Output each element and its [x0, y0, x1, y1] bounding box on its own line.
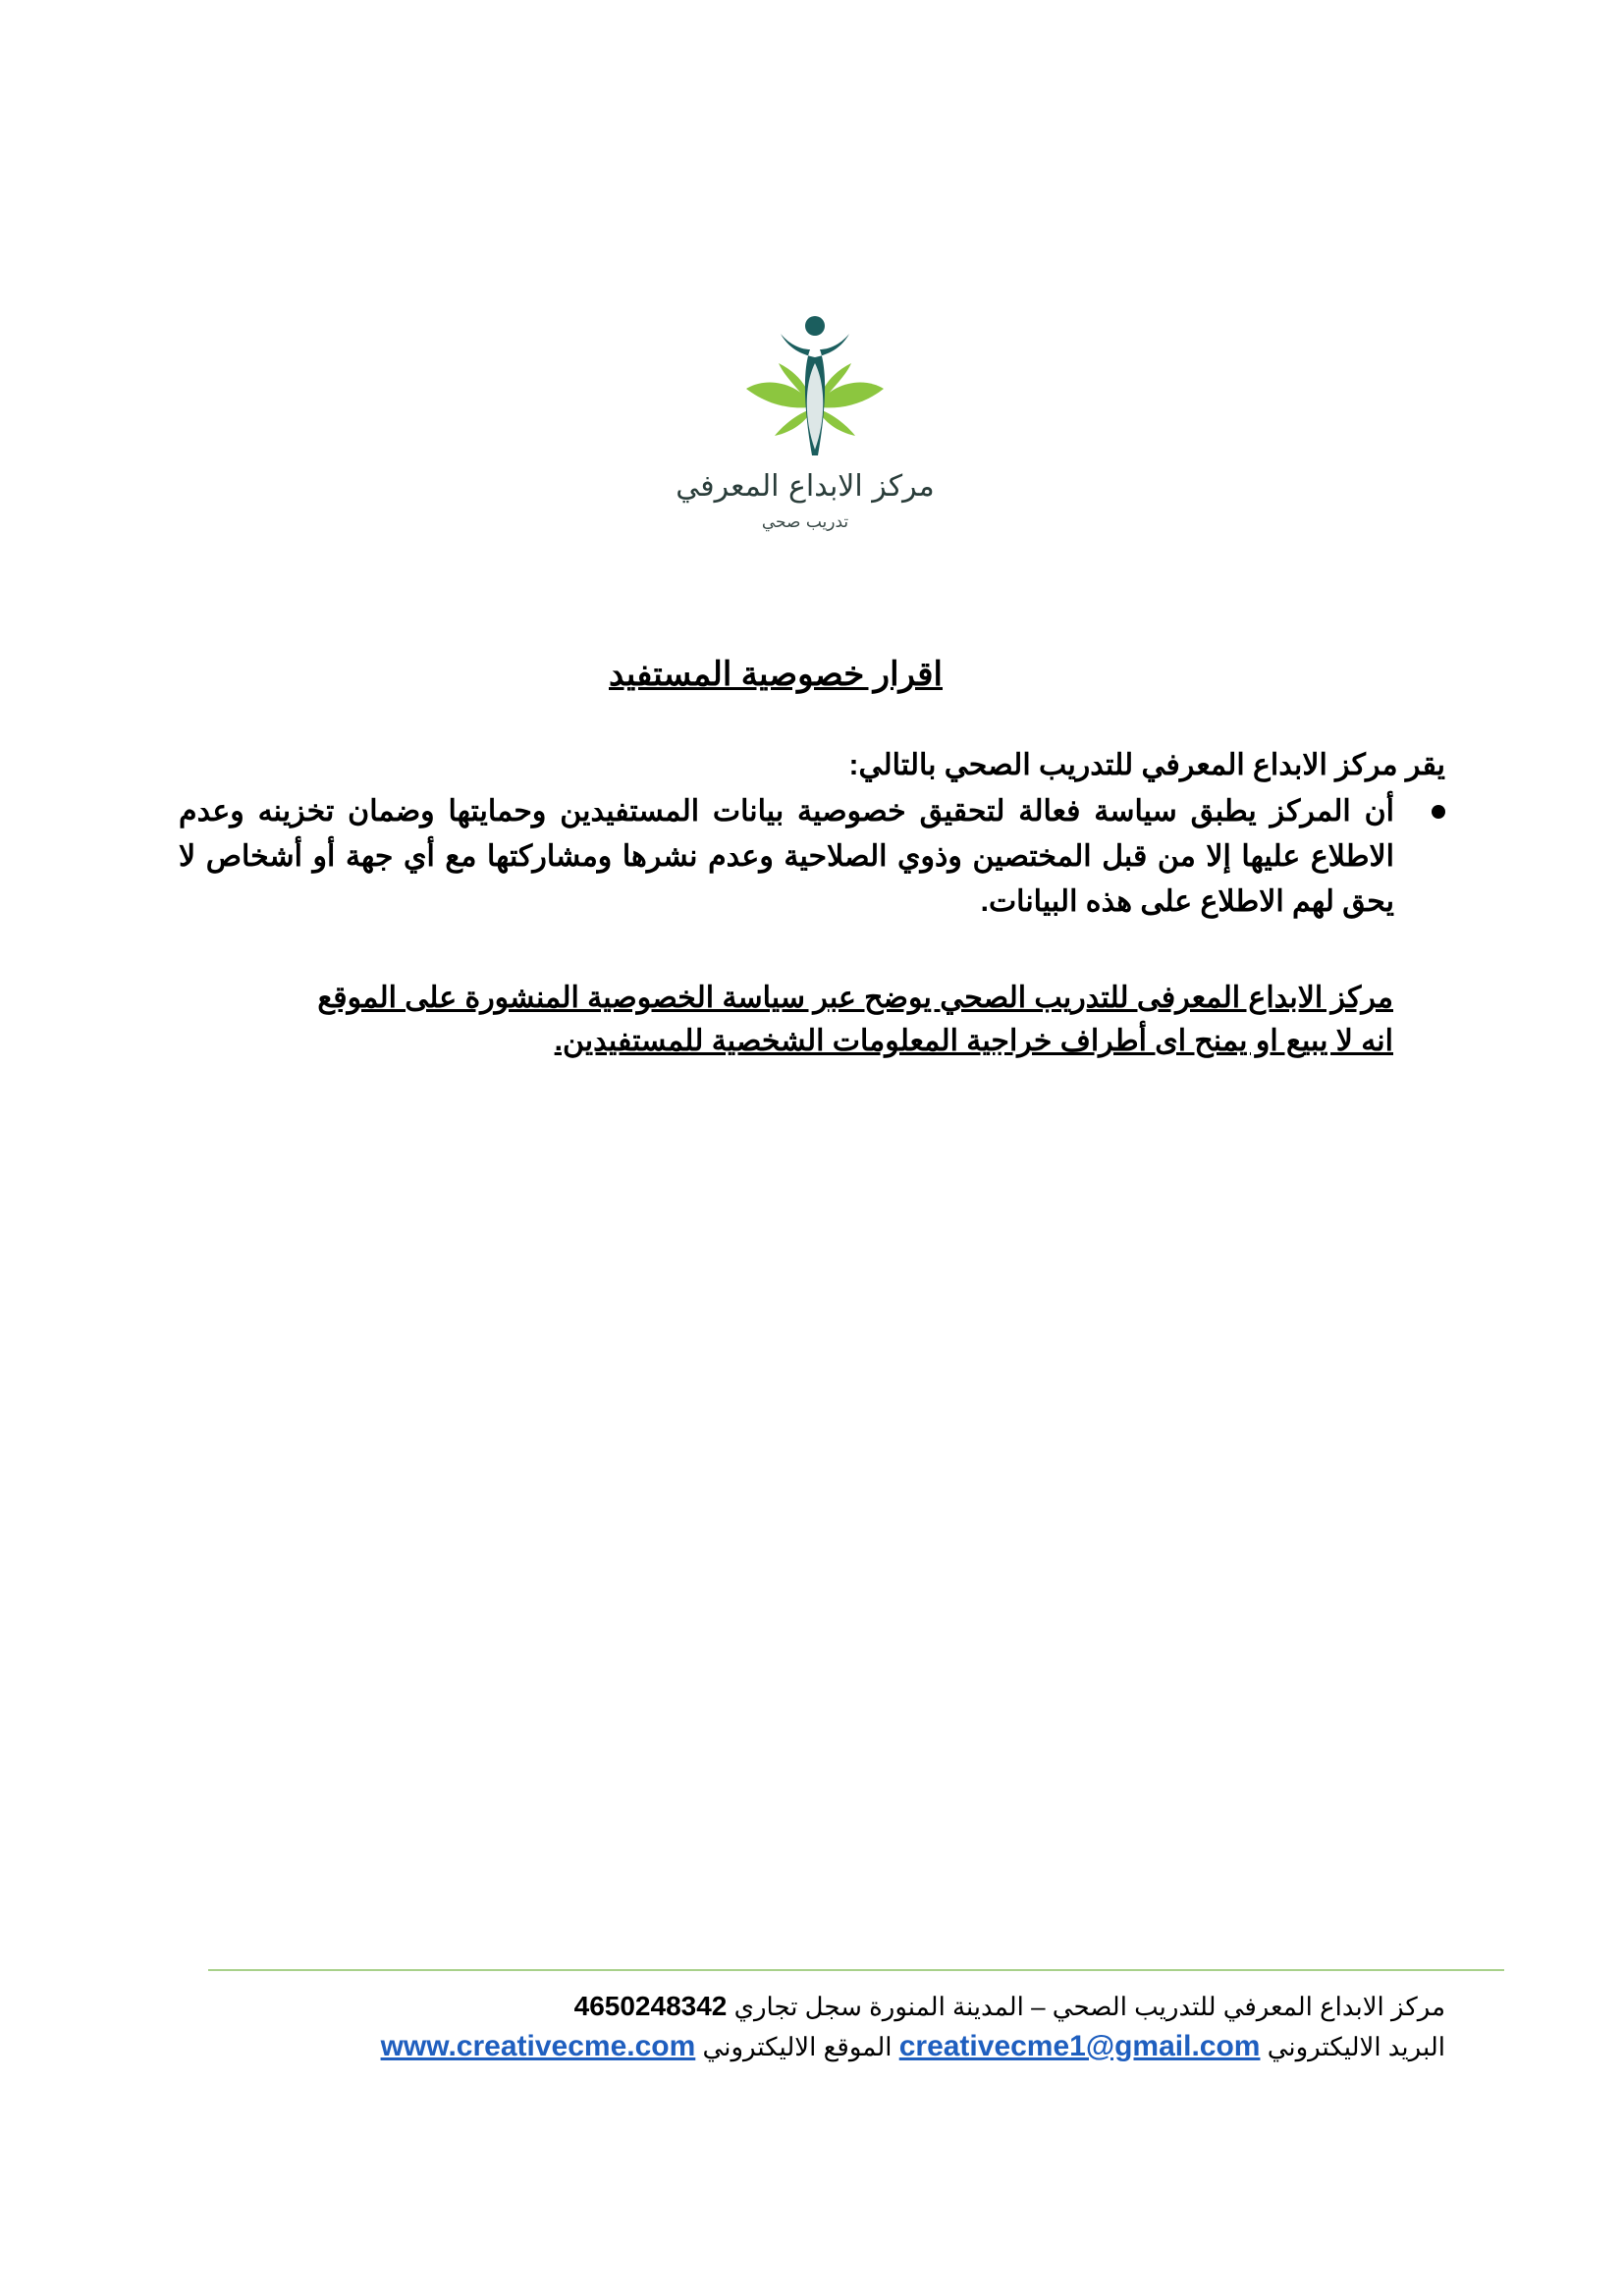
logo-subtitle: تدريب صحي — [761, 512, 849, 532]
page-title: اقرار خصوصية المستفيد — [609, 656, 943, 693]
bullet-icon — [1432, 805, 1445, 819]
footer-divider — [208, 1969, 1504, 1971]
registration-number: 4650248342 — [573, 1991, 728, 2021]
email-label: البريد الاليكتروني — [1267, 2032, 1445, 2061]
logo-name: مركز الابداع المعرفي — [676, 469, 935, 504]
website-link[interactable]: www.creativecme.com — [380, 2030, 696, 2062]
logo-icon — [741, 312, 889, 459]
footer-address-text: مركز الابداع المعرفي للتدريب الصحي – المدينة المنورة سجل تجاري — [733, 1992, 1445, 2021]
footer-address — [574, 1991, 1445, 2022]
footer-contact — [381, 2030, 1445, 2063]
bullet-item — [179, 789, 1445, 925]
intro-text: يقر مركز الابداع المعرفي للتدريب الصحي بالتالي: — [848, 749, 1445, 781]
statement-line-1: مركز الابداع المعرفى للتدريب الصحي يوضح عبر سياسة الخصوصية المنشورة على الموقع — [317, 982, 1393, 1014]
email-link[interactable]: creativecme1@gmail.com — [898, 2030, 1261, 2062]
statement-line-2: انه لا يبيع او يمنح اى أطراف خراجية المعلومات الشخصية للمستفيدين. — [554, 1025, 1393, 1057]
privacy-statement — [264, 977, 1393, 1063]
bullet-text: أن المركز يطبق سياسة فعالة لتحقيق خصوصية بيانات المستفيدين وحمايتها وضمان تخزينه وعدم الاطلاع عليها إلا من قبل المختصين وذوي الصلاحية وعدم نشرها ومشاركتها مع أي جهة أو أشخاص لا يحق لهم الاطلاع على هذه البيانات. — [179, 795, 1394, 918]
website-label: الموقع الاليكتروني — [702, 2032, 893, 2061]
